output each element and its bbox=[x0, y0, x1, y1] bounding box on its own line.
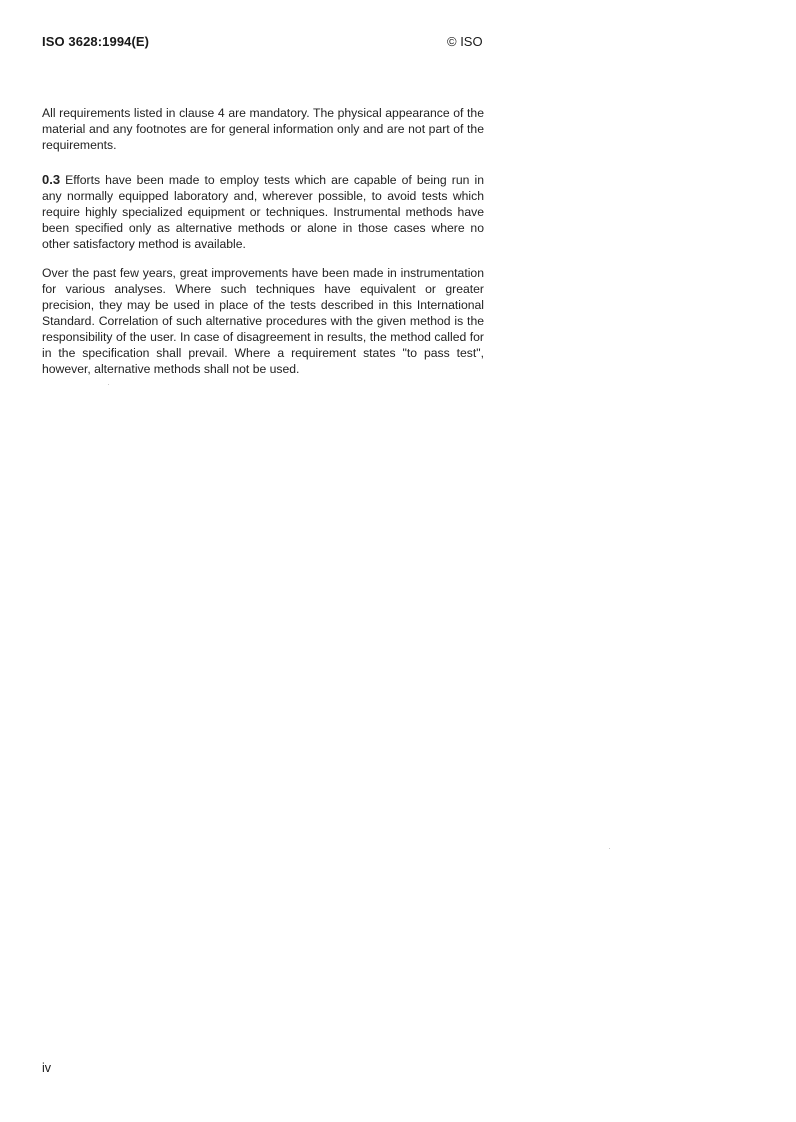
paragraph-requirements: All requirements listed in clause 4 are mandatory. The physical appearance of the material and any footnotes are for general information only and are not part of the requirements. bbox=[42, 106, 484, 152]
copyright-notice: © ISO bbox=[447, 34, 483, 49]
paragraph-instrumentation: Over the past few years, great improvements have been made in instrumentation for various analyses. Where such techniques have equivalent or greater precision, they may be used in place of the tests described in this International Standard. Correlation of such alternative procedures with the given method is the responsibility of the user. In case of disagreement in results, the method called for in the specification shall prevail. Where a requirement states "to pass test", however, alternative methods shall not be used. bbox=[42, 266, 484, 376]
scan-speck bbox=[108, 384, 109, 385]
clause-text: Efforts have been made to employ tests which are capable of being run in any normally equipped laboratory and, wherever possible, to avoid tests which require highly specialized equipment or techniques. Instrumental methods have been specified only as alternative methods or alone in those cases where no other satisfactory method is available. bbox=[42, 173, 484, 251]
paragraph-clause-0-3 bbox=[42, 172, 484, 252]
standard-identifier: ISO 3628:1994(E) bbox=[42, 34, 150, 49]
clause-number: 0.3 bbox=[42, 172, 61, 187]
scan-speck bbox=[609, 848, 610, 849]
page-number: iv bbox=[42, 1061, 52, 1075]
